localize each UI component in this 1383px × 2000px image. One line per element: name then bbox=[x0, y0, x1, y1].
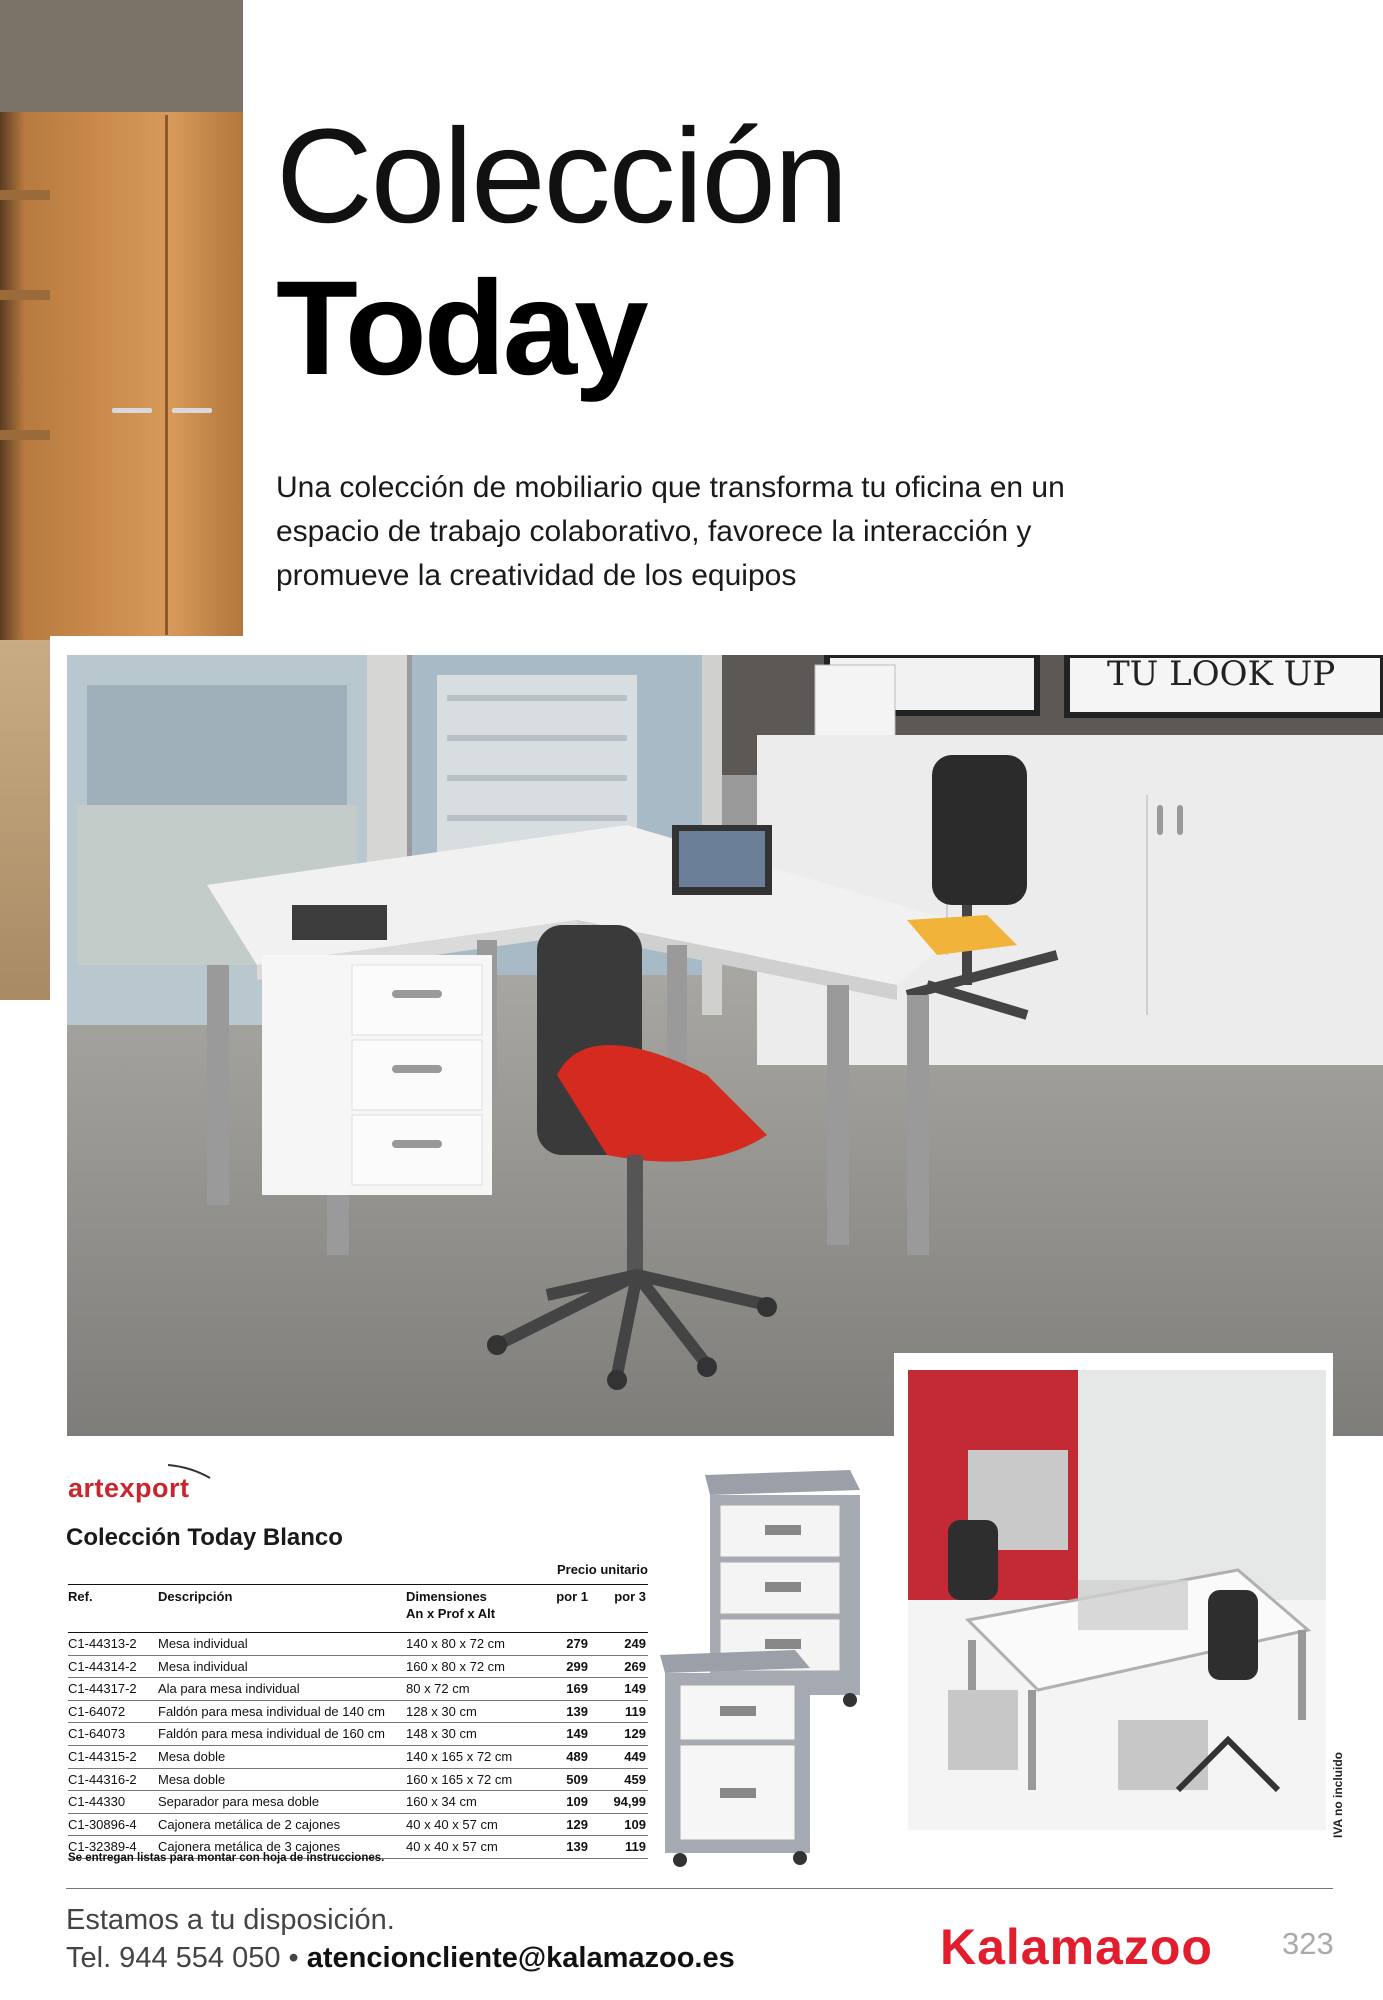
double-desk-photo bbox=[894, 1353, 1333, 1833]
row-desc: Cajonera metálica de 3 cajones bbox=[158, 1839, 341, 1855]
row-desc: Ala para mesa individual bbox=[158, 1681, 300, 1697]
table-row bbox=[68, 1769, 648, 1792]
table-row bbox=[68, 1746, 648, 1769]
row-dim: 140 x 80 x 72 cm bbox=[406, 1636, 505, 1651]
vat-note: IVA no incluido bbox=[1331, 1752, 1345, 1838]
row-dim: 140 x 165 x 72 cm bbox=[406, 1748, 513, 1764]
col-desc: Descripción bbox=[158, 1589, 233, 1604]
row-ref: C1-44313-2 bbox=[68, 1636, 137, 1651]
price-header: Precio unitario bbox=[556, 1562, 648, 1577]
row-price-1: 279 bbox=[566, 1636, 588, 1651]
row-price-1: 129 bbox=[566, 1816, 588, 1832]
row-price-1: 109 bbox=[566, 1794, 588, 1810]
footer-availability: Estamos a tu disposición. bbox=[66, 1904, 395, 1936]
row-ref: C1-44315-2 bbox=[68, 1748, 137, 1764]
page-title-line2: Today bbox=[276, 254, 646, 403]
row-price-1: 169 bbox=[566, 1681, 588, 1697]
row-price-1: 139 bbox=[566, 1839, 588, 1855]
footer-tel: Tel. 944 554 050 bbox=[66, 1942, 281, 1974]
table-row bbox=[68, 1633, 648, 1656]
page-title-line1: Colección bbox=[276, 102, 847, 251]
kalamazoo-logo: Kalamazoo bbox=[940, 1919, 1213, 1975]
row-price-1: 139 bbox=[566, 1703, 588, 1719]
row-dim: 40 x 40 x 57 cm bbox=[406, 1839, 498, 1855]
row-price-1: 509 bbox=[566, 1771, 588, 1787]
row-price-3: 94,99 bbox=[613, 1794, 646, 1810]
row-dim: 160 x 34 cm bbox=[406, 1794, 477, 1810]
row-price-1: 299 bbox=[566, 1658, 588, 1674]
row-dim: 40 x 40 x 57 cm bbox=[406, 1816, 498, 1832]
table-row bbox=[68, 1814, 648, 1837]
row-price-3: 249 bbox=[624, 1636, 646, 1651]
row-dim: 80 x 72 cm bbox=[406, 1681, 470, 1697]
collection-title: Colección Today Blanco bbox=[66, 1524, 343, 1551]
row-ref: C1-44316-2 bbox=[68, 1771, 137, 1787]
row-desc: Mesa doble bbox=[158, 1748, 226, 1764]
row-price-1: 489 bbox=[566, 1748, 588, 1764]
drawer-units-photo bbox=[650, 1470, 880, 1870]
row-price-3: 149 bbox=[624, 1681, 646, 1697]
row-dim: 148 x 30 cm bbox=[406, 1726, 477, 1742]
table-row bbox=[68, 1656, 648, 1679]
row-price-3: 109 bbox=[624, 1816, 646, 1832]
table-row bbox=[68, 1723, 648, 1746]
wall-poster-text: TU LOOK UP bbox=[1107, 655, 1336, 694]
row-desc: Mesa doble bbox=[158, 1771, 226, 1787]
table-header bbox=[68, 1584, 648, 1631]
row-price-3: 119 bbox=[625, 1839, 646, 1855]
table-note: Se entregan listas para montar con hoja de instrucciones. bbox=[68, 1852, 385, 1864]
main-office-photo bbox=[50, 636, 1383, 1436]
footer-contact bbox=[66, 1942, 735, 1975]
row-dim: 128 x 30 cm bbox=[406, 1703, 477, 1719]
row-ref: C1-32389-4 bbox=[68, 1839, 137, 1855]
brand-artexport: artexport bbox=[68, 1473, 190, 1503]
row-desc: Mesa individual bbox=[158, 1658, 248, 1674]
table-row bbox=[68, 1701, 648, 1724]
row-price-3: 269 bbox=[624, 1658, 646, 1674]
row-price-3: 449 bbox=[624, 1748, 646, 1764]
row-desc: Mesa individual bbox=[158, 1636, 248, 1651]
table-row bbox=[68, 1791, 648, 1814]
row-desc: Separador para mesa doble bbox=[158, 1794, 320, 1810]
col-p3: por 3 bbox=[614, 1589, 646, 1604]
row-ref: C1-44317-2 bbox=[68, 1681, 137, 1697]
row-ref: C1-30896-4 bbox=[68, 1816, 137, 1832]
table-row bbox=[68, 1678, 648, 1701]
row-price-3: 129 bbox=[624, 1726, 646, 1742]
col-p1: por 1 bbox=[556, 1589, 588, 1604]
col-dim-sub: An x Prof x Alt bbox=[406, 1606, 496, 1621]
page-number: 323 bbox=[1282, 1926, 1334, 1961]
col-dim: Dimensiones bbox=[406, 1589, 487, 1604]
row-ref: C1-64072 bbox=[68, 1703, 126, 1719]
row-dim: 160 x 165 x 72 cm bbox=[406, 1771, 513, 1787]
row-ref: C1-44330 bbox=[68, 1794, 126, 1810]
footer-separator: • bbox=[288, 1942, 299, 1974]
table-body bbox=[68, 1632, 648, 1859]
row-price-3: 119 bbox=[625, 1703, 646, 1719]
row-price-1: 149 bbox=[566, 1726, 588, 1742]
row-desc: Cajonera metálica de 2 cajones bbox=[158, 1816, 341, 1832]
col-ref: Ref. bbox=[68, 1589, 93, 1604]
row-ref: C1-44314-2 bbox=[68, 1658, 137, 1674]
row-dim: 160 x 80 x 72 cm bbox=[406, 1658, 505, 1674]
footer-divider bbox=[66, 1888, 1333, 1889]
row-desc: Faldón para mesa individual de 140 cm bbox=[158, 1703, 385, 1719]
footer-email-link[interactable]: atencioncliente@kalamazoo.es bbox=[306, 1942, 735, 1974]
row-price-3: 459 bbox=[624, 1771, 646, 1787]
row-ref: C1-64073 bbox=[68, 1726, 126, 1742]
row-desc: Faldón para mesa individual de 160 cm bbox=[158, 1726, 385, 1742]
intro-paragraph: Una colección de mobiliario que transforma tu oficina en un espacio de trabajo colaborativo, favorece la interacción y promueve la creatividad de los equipos bbox=[276, 471, 1065, 592]
